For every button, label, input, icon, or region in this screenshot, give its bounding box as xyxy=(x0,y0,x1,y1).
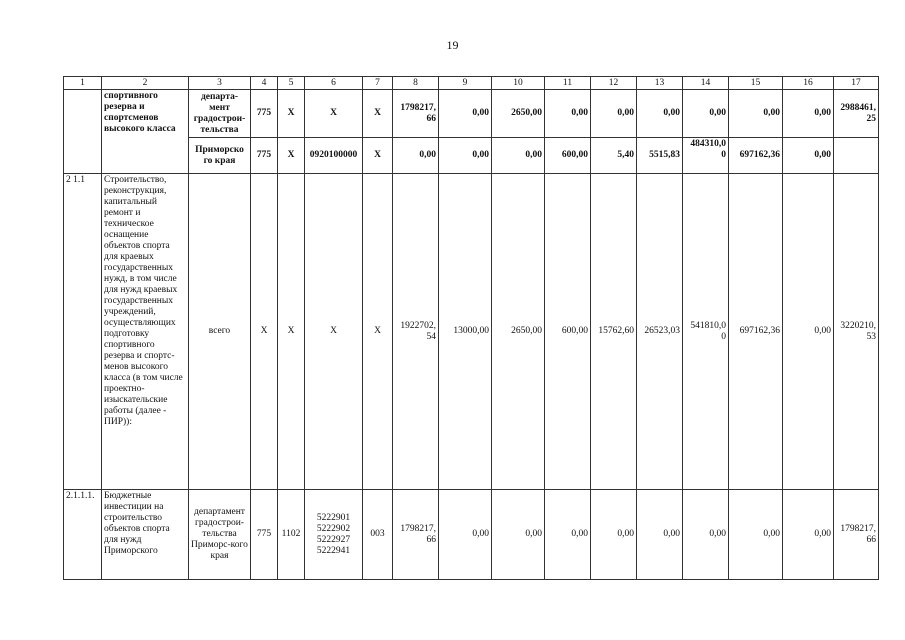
table-cell: Х xyxy=(278,138,305,174)
table-cell: 484310,0 0 xyxy=(683,138,729,174)
table-cell: 2650,00 xyxy=(492,174,545,490)
table-cell: 0,00 xyxy=(729,490,783,580)
table-cell: Х xyxy=(251,174,278,490)
column-number: 8 xyxy=(393,77,439,90)
page-number: 19 xyxy=(446,38,459,52)
table-cell: 775 xyxy=(251,490,278,580)
budget-table xyxy=(63,76,879,580)
column-number: 7 xyxy=(363,77,393,90)
table-cell: 0,00 xyxy=(591,90,637,138)
table-cell: Х xyxy=(363,174,393,490)
table-cell: 0,00 xyxy=(545,90,591,138)
table-cell: 0,00 xyxy=(439,138,492,174)
table-row xyxy=(64,174,879,490)
table-cell: 5515,83 xyxy=(637,138,683,174)
column-number: 3 xyxy=(189,77,251,90)
table-cell: 1798217, 66 xyxy=(834,490,879,580)
table-cell: 0,00 xyxy=(683,90,729,138)
table-cell: 600,00 xyxy=(545,138,591,174)
table-cell: 3220210, 53 xyxy=(834,174,879,490)
table-cell: 1102 xyxy=(278,490,305,580)
column-number: 5 xyxy=(278,77,305,90)
table-cell: 0,00 xyxy=(591,490,637,580)
table-cell: 0,00 xyxy=(492,138,545,174)
table-cell: 697162,36 xyxy=(729,138,783,174)
table-cell: 0920100000 xyxy=(305,138,363,174)
table-cell: Х xyxy=(305,174,363,490)
column-number: 13 xyxy=(637,77,683,90)
table-cell: 2988461, 25 xyxy=(834,90,879,138)
table-cell: 2650,00 xyxy=(492,90,545,138)
table-cell: 775 xyxy=(251,90,278,138)
table-cell: 0,00 xyxy=(439,490,492,580)
column-number: 4 xyxy=(251,77,278,90)
column-number: 12 xyxy=(591,77,637,90)
column-number: 15 xyxy=(729,77,783,90)
table-cell: Х xyxy=(278,174,305,490)
table-cell: Х xyxy=(305,90,363,138)
table-cell: Бюджетные инвестиции на строительство объектов спорта для нужд Приморского xyxy=(102,490,189,580)
table-cell: 1922702, 54 xyxy=(393,174,439,490)
table-cell: департа- мент градострои-тельства xyxy=(189,90,251,138)
table-cell: 541810,0 0 xyxy=(683,174,729,490)
column-number: 16 xyxy=(783,77,834,90)
table-cell: 0,00 xyxy=(637,490,683,580)
table-cell: 2.1.1.1. xyxy=(64,490,102,580)
table-cell: 003 xyxy=(363,490,393,580)
table-cell: 0,00 xyxy=(783,138,834,174)
table-cell: 0,00 xyxy=(637,90,683,138)
table-cell: 0,00 xyxy=(783,174,834,490)
table-cell: спортивного резерва и спортсменов высокого класса xyxy=(102,90,189,174)
table-cell: 15762,60 xyxy=(591,174,637,490)
column-number: 2 xyxy=(102,77,189,90)
table-cell: 0,00 xyxy=(783,490,834,580)
table-cell: всего xyxy=(189,174,251,490)
column-number: 14 xyxy=(683,77,729,90)
table-cell xyxy=(64,90,102,174)
table-cell: 697162,36 xyxy=(729,174,783,490)
column-number: 10 xyxy=(492,77,545,90)
table-cell: 0,00 xyxy=(783,90,834,138)
table-cell: 775 xyxy=(251,138,278,174)
table-cell: 26523,03 xyxy=(637,174,683,490)
table-cell: 5,40 xyxy=(591,138,637,174)
column-number: 1 xyxy=(64,77,102,90)
table-cell: 0,00 xyxy=(439,90,492,138)
table-cell: 600,00 xyxy=(545,174,591,490)
table-cell: департамент градострои-тельства Приморс-кого края xyxy=(189,490,251,580)
table-cell: 2 1.1 xyxy=(64,174,102,490)
table-cell: Х xyxy=(363,138,393,174)
column-number: 11 xyxy=(545,77,591,90)
table-cell: 0,00 xyxy=(393,138,439,174)
table-cell: 0,00 xyxy=(492,490,545,580)
table-cell: 13000,00 xyxy=(439,174,492,490)
table-cell: 1798217, 66 xyxy=(393,490,439,580)
table-cell: 0,00 xyxy=(729,90,783,138)
table-cell xyxy=(834,138,879,174)
column-number: 17 xyxy=(834,77,879,90)
column-number: 9 xyxy=(439,77,492,90)
table-row xyxy=(64,490,879,580)
table-cell: 0,00 xyxy=(545,490,591,580)
column-number: 6 xyxy=(305,77,363,90)
table-cell: 1798217, 66 xyxy=(393,90,439,138)
table-row xyxy=(64,90,879,138)
table-cell: Х xyxy=(363,90,393,138)
table-cell: 5222901 5222902 5222927 5222941 xyxy=(305,490,363,580)
column-number-row xyxy=(64,77,879,90)
table-cell: Строительство, реконструкция, капитальный ремонт и техническое оснащение объектов спорта для краевых государственных нужд, в том числе для нужд краевых государственных учреждений, осуществляющих подготовку спортивного резерва и спортс-менов высокого класса (в том числе проектно-изыскательские работы (далее - ПИР)): xyxy=(102,174,189,490)
table-cell: 0,00 xyxy=(683,490,729,580)
table-cell: Приморско го края xyxy=(189,138,251,174)
table-cell: Х xyxy=(278,90,305,138)
